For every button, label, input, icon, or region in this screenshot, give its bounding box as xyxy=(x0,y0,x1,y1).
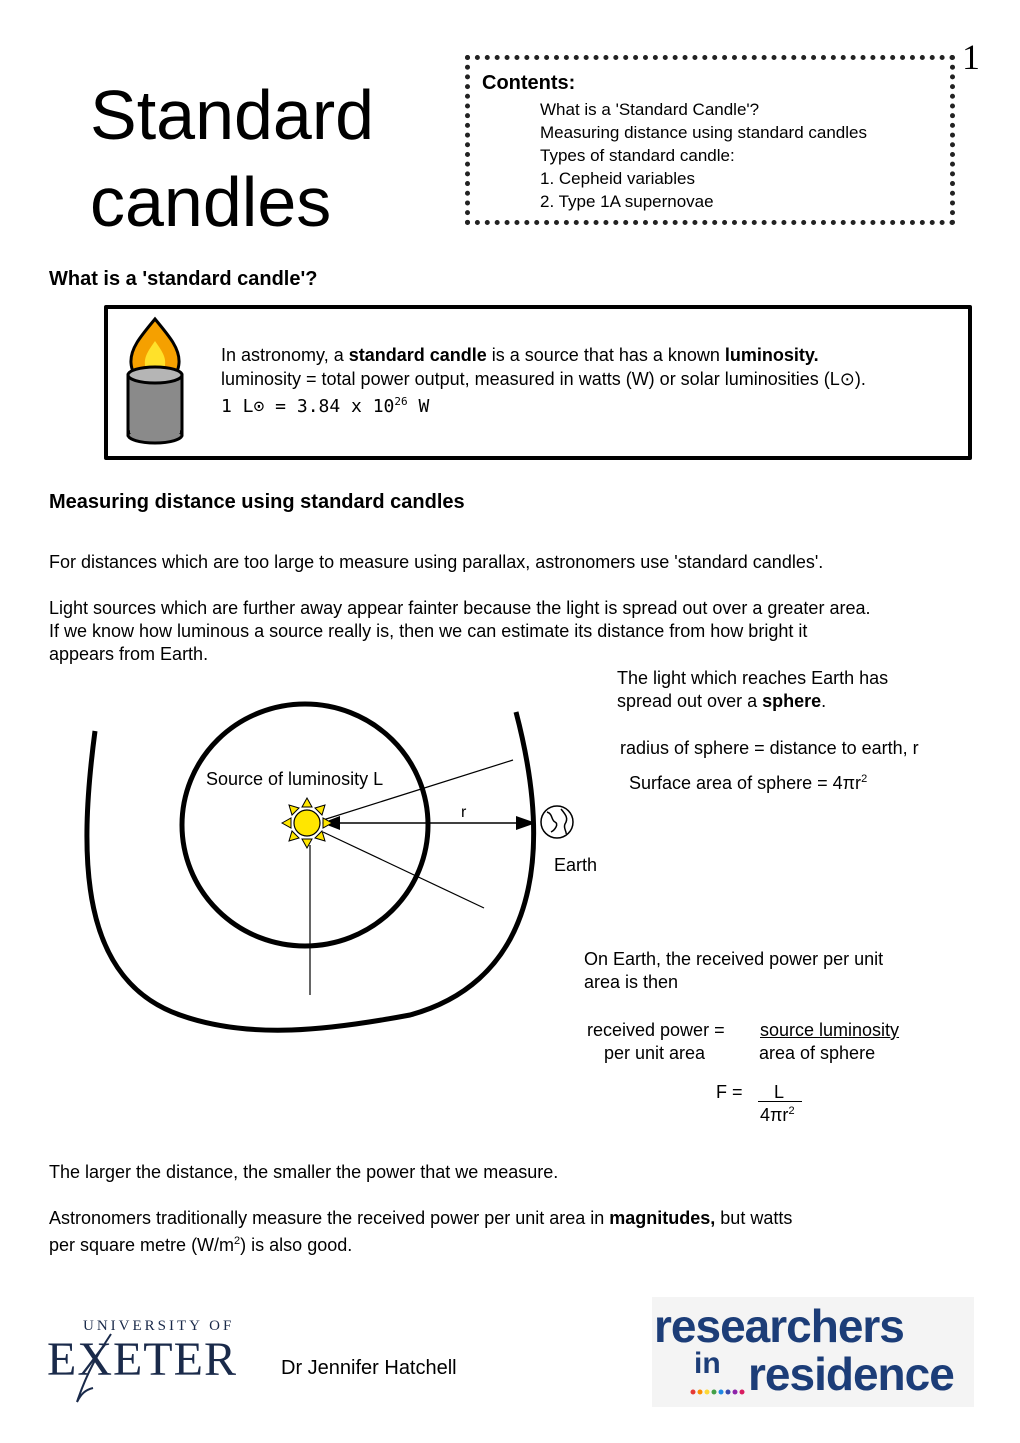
equation-numerator: source luminosity xyxy=(760,1020,900,1040)
sphere-note-line2 xyxy=(617,691,826,712)
definition-line2: luminosity = total power output, measured in watts (W) or solar luminosities (L⊙). xyxy=(221,369,866,389)
sun-icon xyxy=(282,798,332,848)
note-text: . xyxy=(821,691,827,711)
equation-denominator: area of sphere xyxy=(759,1043,876,1063)
exeter-logo-small-text: UNIVERSITY OF xyxy=(83,1318,235,1334)
closing-text: ) is also good. xyxy=(240,1235,353,1255)
contents-item[interactable]: Types of standard candle: xyxy=(540,146,735,165)
author-name: Dr Jennifer Hatchell xyxy=(281,1357,457,1379)
exeter-logo-wordmark: EXETER xyxy=(47,1333,237,1386)
closing-line1: The larger the distance, the smaller the power that we measure. xyxy=(49,1162,559,1182)
exeter-x-swash-icon xyxy=(69,1332,119,1410)
rir-logo-in: in xyxy=(694,1347,721,1380)
paragraph-parallax: For distances which are too large to measure using parallax, astronomers use 'standard candles'. xyxy=(49,552,824,572)
source-label: Source of luminosity L xyxy=(206,769,384,789)
definition-line1 xyxy=(221,345,819,366)
closing-text: per square metre (W/m xyxy=(49,1235,235,1255)
section-heading-measuring-distance: Measuring distance using standard candles xyxy=(49,491,465,513)
contents-item[interactable]: 2. Type 1A supernovae xyxy=(540,192,714,211)
flux-label: F = xyxy=(716,1082,743,1102)
flux-numerator: L xyxy=(774,1082,785,1102)
candle-icon xyxy=(122,315,188,445)
exponent: 2 xyxy=(234,1235,241,1247)
contents-item[interactable]: 1. Cepheid variables xyxy=(540,169,695,188)
researchers-in-residence-logo xyxy=(652,1297,974,1407)
closing-text: but watts xyxy=(715,1208,793,1228)
note-text: spread out over a xyxy=(617,691,763,711)
radius-label: r xyxy=(461,804,467,821)
contents-item[interactable]: Measuring distance using standard candles xyxy=(540,123,867,142)
rir-dots-icon xyxy=(690,1387,750,1397)
term-luminosity: luminosity. xyxy=(724,345,819,365)
contents-box xyxy=(465,55,955,225)
received-power-line2: area is then xyxy=(584,972,679,992)
sphere-note-line1: The light which reaches Earth has xyxy=(617,668,889,688)
definition-text: is a source that has a known xyxy=(486,345,725,365)
paragraph-fainter-1: Light sources which are further away appear fainter because the light is spread out over a greater area. xyxy=(49,598,871,618)
term-magnitudes: magnitudes, xyxy=(609,1208,716,1228)
radius-definition: radius of sphere = distance to earth, r xyxy=(620,738,919,758)
value-text: 1 L⊙ = 3.84 x 10 xyxy=(221,396,395,417)
contents-heading: Contents: xyxy=(482,72,576,94)
received-power-line1: On Earth, the received power per unit xyxy=(584,949,884,969)
equation-lhs-line1: received power = xyxy=(587,1020,725,1040)
closing-line2 xyxy=(49,1207,792,1230)
flux-denominator xyxy=(760,1105,795,1126)
definition-box xyxy=(104,305,972,460)
section-heading-standard-candle: What is a 'standard candle'? xyxy=(49,268,318,290)
page-number: 1 xyxy=(962,37,980,77)
contents-list xyxy=(540,98,867,213)
formula-text: 4πr xyxy=(760,1105,789,1125)
paragraph-fainter-2: If we know how luminous a source really is, then we can estimate its distance from how bright it xyxy=(49,621,808,641)
rir-logo-line2: residence xyxy=(748,1348,954,1400)
exponent: 2 xyxy=(788,1105,795,1117)
exponent: 26 xyxy=(394,395,408,408)
fraction-bar xyxy=(758,1101,802,1102)
earth-icon xyxy=(541,806,573,838)
definition-text: In astronomy, a xyxy=(221,345,349,365)
page-title-line1: Standard xyxy=(90,76,375,154)
equation-lhs-line2: per unit area xyxy=(604,1043,706,1063)
earth-label: Earth xyxy=(554,855,598,875)
page-title-line2: candles xyxy=(90,163,332,241)
closing-line3 xyxy=(49,1230,352,1257)
rir-logo-line1: researchers xyxy=(654,1300,904,1352)
paragraph-fainter-3: appears from Earth. xyxy=(49,644,209,664)
surface-area-formula xyxy=(629,773,867,794)
solar-luminosity-value xyxy=(221,395,429,417)
contents-item[interactable]: What is a 'Standard Candle'? xyxy=(540,100,760,119)
term-sphere: sphere xyxy=(762,691,822,711)
term-standard-candle: standard candle xyxy=(348,345,487,365)
closing-text: Astronomers traditionally measure the received power per unit area in xyxy=(49,1208,610,1228)
sphere-diagram xyxy=(0,660,620,1050)
exponent: 2 xyxy=(861,773,868,785)
exeter-logo xyxy=(47,1318,257,1408)
formula-text: Surface area of sphere = 4πr xyxy=(629,773,862,793)
unit-text: W xyxy=(407,396,430,417)
